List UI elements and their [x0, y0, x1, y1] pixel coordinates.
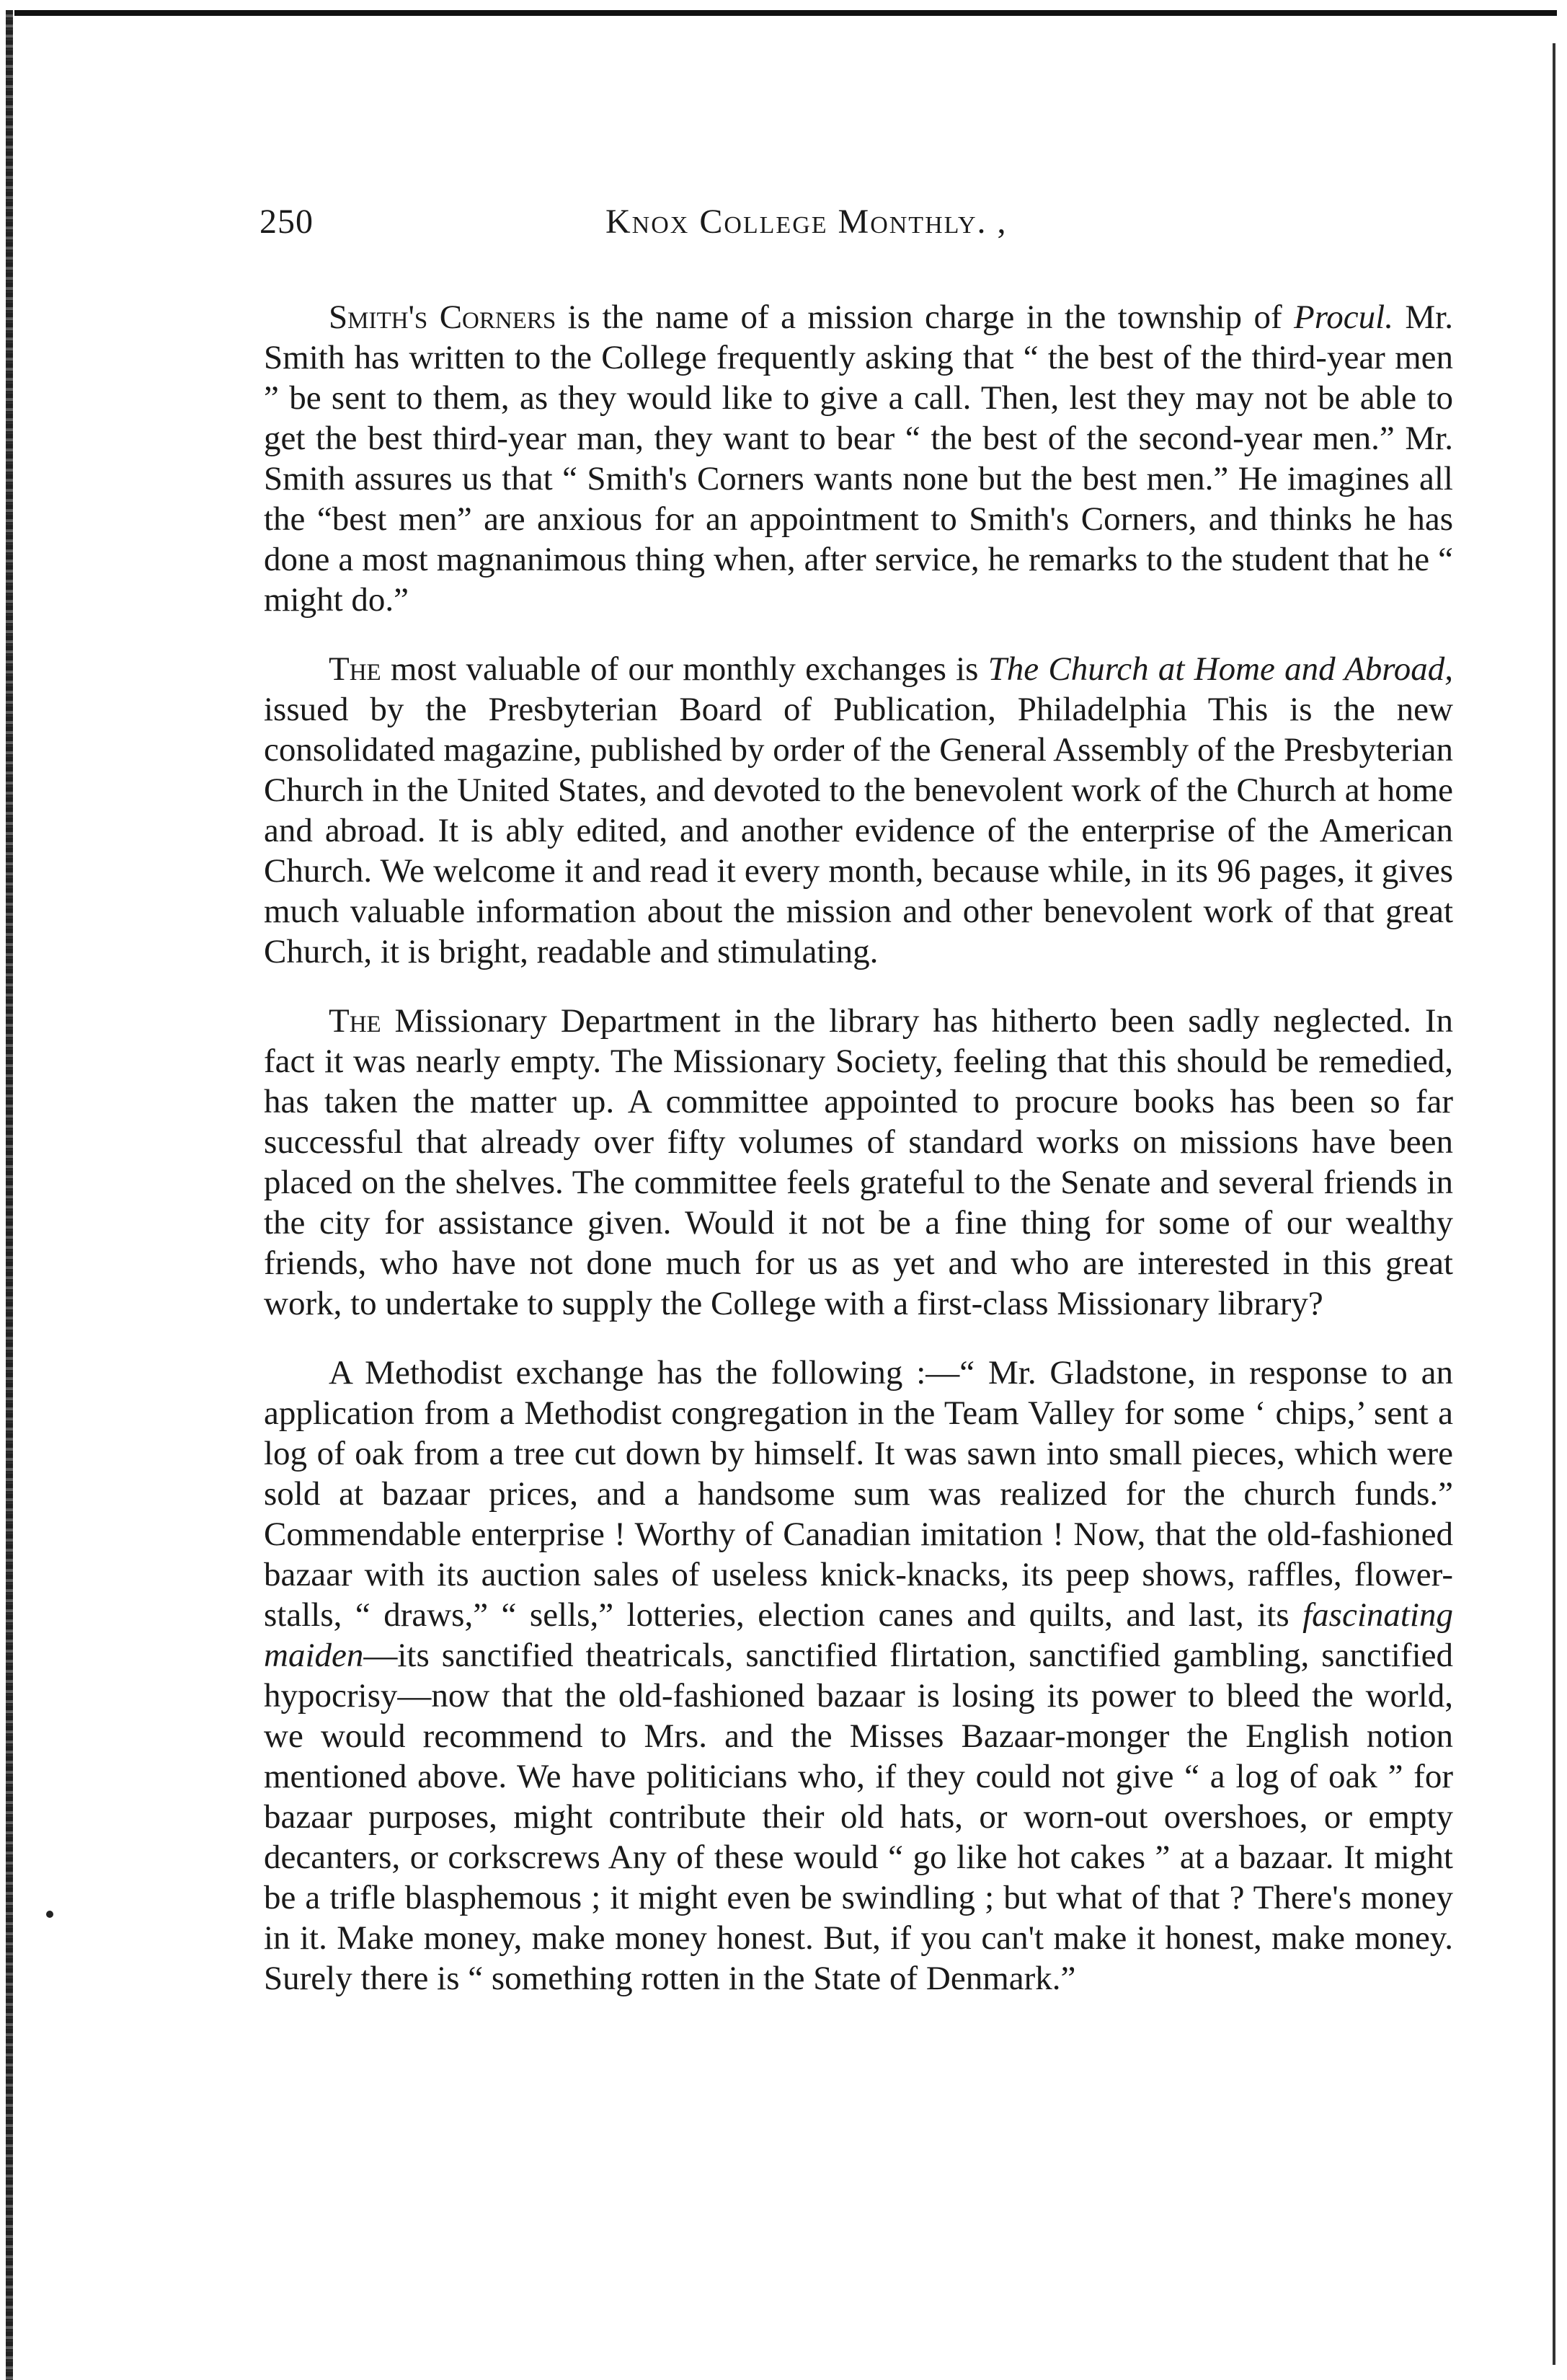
- paragraph-text: Missionary Department in the library has hitherto been sadly neglected. In fact it was nearly empty. The Missionary Society, feeling that this should be remedied, has taken the matter up. A committee appointed to procure books has been so far successful that already over fifty volumes of standard works on missions have been placed on the shelves. The committee feels grateful to the Senate and several friends in the city for assistance given. Would it not be a fine thing for some of our wealthy friends, who have not done much for us as yet and who are interested in this great work, to undertake to supply the College with a first-class Missionary library?: [264, 1002, 1453, 1322]
- page-number: 250: [259, 203, 314, 241]
- paragraph-text: most valuable of our monthly exchanges is: [381, 650, 988, 688]
- scan-binding-edge: [6, 10, 13, 2380]
- scan-right-edge: [1553, 43, 1555, 2365]
- paragraph-text: issued by the Presbyterian Board of Publication, Philadelphia This is the new consolidated magazine, published by order of the General Assembly of the Presbyterian Church in the United States, and devoted to the benevolent work of the Church at home and abroad. It is ably edited, and another evidence of the enterprise of the American Church. We welcome it and read it every month, because while, in its 96 pages, it gives much valuable information about the mission and other benevolent work of that great Church, it is bright, readable and stimulating.: [264, 691, 1453, 970]
- paragraph-italic: The Church at Home and Abroad,: [987, 650, 1454, 688]
- paragraph-methodist-exchange: [264, 1353, 1453, 1999]
- paragraph-text: A Methodist exchange has the following :—“ Mr. Gladstone, in response to an application from a Methodist congregation in the Team Valley for some ‘ chips,’ sent a log of oak from a tree cut down by himself. It was sawn into small pieces, which were sold at bazaar prices, and a handsome sum was realized for the church funds.” Commendable enterprise ! Worthy of Canadian imitation ! Now, that the old-fashioned bazaar with its auction sales of useless knick-knacks, its peep shows, raffles, flower-stalls, “ draws,” “ sells,” lotteries, election canes and quilts, and last, its: [264, 1354, 1453, 1634]
- paragraph-lead: The: [329, 1002, 381, 1040]
- scan-top-border: [14, 10, 1557, 16]
- paragraph-lead: The: [329, 650, 381, 688]
- paragraph-text: is the name of a mission charge in the township of: [556, 298, 1295, 336]
- scan-speck: [46, 1911, 53, 1918]
- paragraph-italic: Procul.: [1294, 298, 1393, 336]
- page-header: [259, 202, 1456, 260]
- paragraph-text: —its sanctified theatricals, sanctified flirtation, sanctified gambling, sanctified hypocrisy—now that the old-fashioned bazaar is losing its power to bleed the world, we would recommend to Mrs. and the Misses Bazaar-monger the English notion mentioned above. We have politicians who, if they could not give “ a log of oak ” for bazaar purposes, might contribute their old hats, or worn-out overshoes, or empty decanters, or corkscrews Any of these would “ go like hot cakes ” at a bazaar. It might be a trifle blasphemous ; it might even be swindling ; but what of that ? There's money in it. Make money, make money honest. But, if you can't make it honest, make money. Surely there is “ something rotten in the State of Denmark.”: [264, 1637, 1453, 1997]
- article-body: [264, 297, 1453, 2027]
- paragraph-monthly-exchanges: [264, 649, 1453, 972]
- paragraph-smiths-corners: [264, 297, 1453, 620]
- running-head: Knox College Monthly. ,: [605, 203, 1008, 241]
- paragraph-italic: fascinating maiden: [264, 1596, 1453, 1674]
- paragraph-missionary-department: [264, 1001, 1453, 1324]
- paragraph-lead: Smith's Corners: [329, 298, 556, 336]
- paragraph-text: Mr. Smith has written to the College frequently asking that “ the best of the third-year men ” be sent to them, as they would like to give a call. Then, lest they may not be able to get the best third-year man, they want to bear “ the best of the second-year men.” Mr. Smith assures us that “ Smith's Corners wants none but the best men.” He imagines all the “best men” are anxious for an appointment to Smith's Corners, and thinks he has done a most magnanimous thing when, after service, he remarks to the student that he “ might do.”: [264, 298, 1453, 619]
